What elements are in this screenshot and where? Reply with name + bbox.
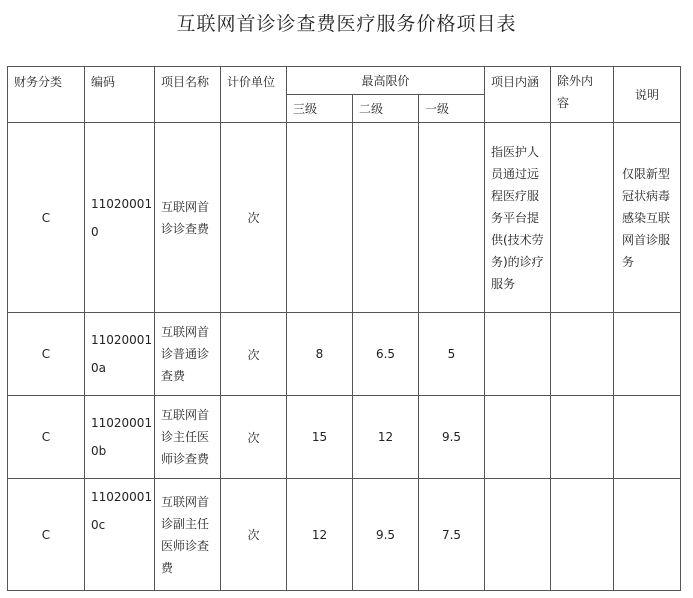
row-notes: 仅限新型冠状病毒感染互联网首诊服务 xyxy=(614,123,681,313)
row-exclusions xyxy=(551,313,614,396)
header-level2: 二级 xyxy=(353,95,419,123)
table-row xyxy=(8,396,681,479)
header-category: 财务分类 xyxy=(8,67,85,123)
header-content: 项目内涵 xyxy=(485,67,551,123)
row-level1: 9.5 xyxy=(419,396,485,479)
header-row-1 xyxy=(8,67,681,95)
row-content: 指医护人员通过远程医疗服务平台提供(技术劳务)的诊疗服务 xyxy=(485,123,551,313)
table-row xyxy=(8,123,681,313)
header-level1: 一级 xyxy=(419,95,485,123)
row-level2 xyxy=(353,123,419,313)
row-level3: 12 xyxy=(287,479,353,591)
row-name: 互联网首诊诊查费 xyxy=(155,123,221,313)
page-title: 互联网首诊诊查费医疗服务价格项目表 xyxy=(176,13,517,35)
row-code: 110200010a xyxy=(85,313,155,396)
row-unit: 次 xyxy=(221,396,287,479)
row-code: 110200010 xyxy=(85,123,155,313)
row-level3: 15 xyxy=(287,396,353,479)
row-content xyxy=(485,396,551,479)
header-notes: 说明 xyxy=(614,67,681,123)
row-level2: 9.5 xyxy=(353,479,419,591)
row-name: 互联网首诊主任医师诊查费 xyxy=(155,396,221,479)
row-category: C xyxy=(8,123,85,313)
row-unit: 次 xyxy=(221,123,287,313)
row-level1: 5 xyxy=(419,313,485,396)
row-notes xyxy=(614,313,681,396)
row-notes xyxy=(614,396,681,479)
row-level1 xyxy=(419,123,485,313)
row-level3: 8 xyxy=(287,313,353,396)
price-table xyxy=(7,66,681,591)
header-name: 项目名称 xyxy=(155,67,221,123)
row-category: C xyxy=(8,479,85,591)
row-exclusions xyxy=(551,479,614,591)
row-exclusions xyxy=(551,396,614,479)
header-level3: 三级 xyxy=(287,95,353,123)
row-level3 xyxy=(287,123,353,313)
header-max-price: 最高限价 xyxy=(287,67,485,95)
row-level2: 12 xyxy=(353,396,419,479)
row-content xyxy=(485,313,551,396)
row-code: 110200010b xyxy=(85,396,155,479)
row-content xyxy=(485,479,551,591)
row-name: 互联网首诊普通诊查费 xyxy=(155,313,221,396)
header-unit: 计价单位 xyxy=(221,67,287,123)
row-level1: 7.5 xyxy=(419,479,485,591)
row-unit: 次 xyxy=(221,479,287,591)
row-category: C xyxy=(8,313,85,396)
row-notes xyxy=(614,479,681,591)
row-level2: 6.5 xyxy=(353,313,419,396)
row-exclusions xyxy=(551,123,614,313)
table-row xyxy=(8,479,681,591)
row-unit: 次 xyxy=(221,313,287,396)
row-category: C xyxy=(8,396,85,479)
row-name: 互联网首诊副主任医师诊查费 xyxy=(155,479,221,591)
header-exclusions: 除外内容 xyxy=(551,67,614,123)
header-code: 编码 xyxy=(85,67,155,123)
row-code: 110200010c xyxy=(85,479,155,591)
table-row xyxy=(8,313,681,396)
